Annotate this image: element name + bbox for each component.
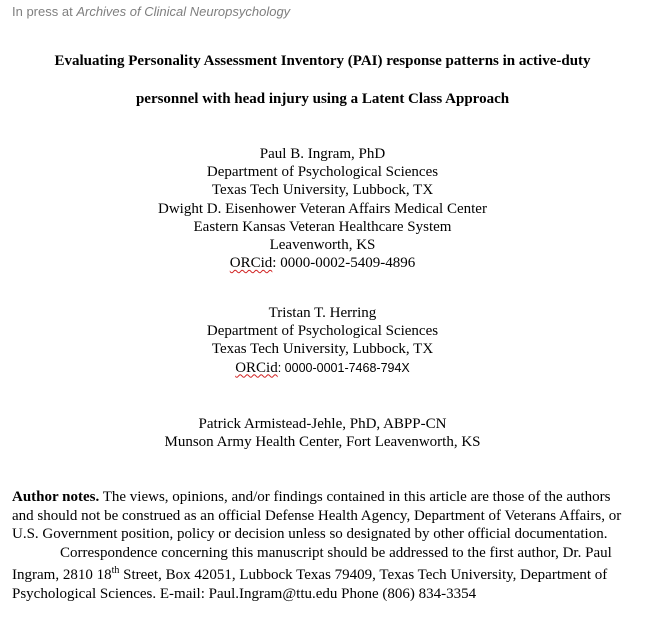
press-note-prefix: In press at — [12, 4, 77, 19]
press-note — [12, 4, 290, 19]
author-notes-text: The views, opinions, and/or findings contained in this article are those of the authors and should not be construed as an official Defense Health Agency, Department of Veterans Affairs, or U.S. Government position, policy or decision unless so designated by other official documentation. — [12, 489, 622, 543]
author-block-2 — [0, 304, 645, 377]
orcid-line — [0, 359, 645, 377]
affiliation-line: Texas Tech University, Lubbock, TX — [211, 182, 434, 199]
author-notes-paragraph — [12, 488, 630, 544]
journal-name: Archives of Clinical Neuropsychology — [76, 4, 291, 19]
affiliation-line: Leavenworth, KS — [269, 237, 376, 254]
correspondence-text-2: Street, Box 42051, Lubbock Texas 79409, Texas Tech University, Department of Psychological Sciences. E-mail: Paul.Ingram@ttu.edu Phone (806) 834-3354 — [12, 567, 608, 602]
affiliation-line: Dwight D. Eisenhower Veteran Affairs Medical Center — [158, 200, 487, 217]
author-name: Patrick Armistead-Jehle, PhD, ABPP-CN — [198, 416, 447, 432]
author-block-3 — [0, 415, 645, 451]
orcid-value: : 0000-0001-7468-794X — [277, 360, 410, 375]
paper-title-line-2: personnel with head injury using a Latent Class Approach — [135, 91, 510, 107]
orcid-label: ORCid — [229, 255, 273, 272]
author-notes — [12, 488, 630, 604]
author-notes-label: Author notes. — [12, 489, 100, 505]
affiliation-line: Department of Psychological Sciences — [206, 164, 439, 181]
correspondence-text-1: Correspondence concerning this manuscript should be addressed to the first author, Dr. Paul Ingram, 2810 18 — [12, 544, 612, 584]
affiliation-line: Eastern Kansas Veteran Healthcare System — [193, 218, 452, 235]
paper-title-line-1: Evaluating Personality Assessment Inventory (PAI) response patterns in active-duty — [54, 53, 591, 69]
orcid-value: : 0000-0002-5409-4896 — [272, 255, 416, 272]
author-block-1 — [0, 145, 645, 272]
orcid-line — [0, 254, 645, 272]
orcid-label: ORCid — [235, 359, 278, 376]
author-name: Tristan T. Herring — [268, 305, 377, 321]
affiliation-line: Department of Psychological Sciences — [206, 323, 439, 340]
affiliation-line: Texas Tech University, Lubbock, TX — [211, 341, 434, 358]
author-name: Paul B. Ingram, PhD — [259, 146, 386, 162]
correspondence-paragraph — [12, 544, 630, 604]
correspondence-superscript: th — [111, 565, 120, 577]
affiliation-line: Munson Army Health Center, Fort Leavenworth, KS — [164, 434, 481, 451]
